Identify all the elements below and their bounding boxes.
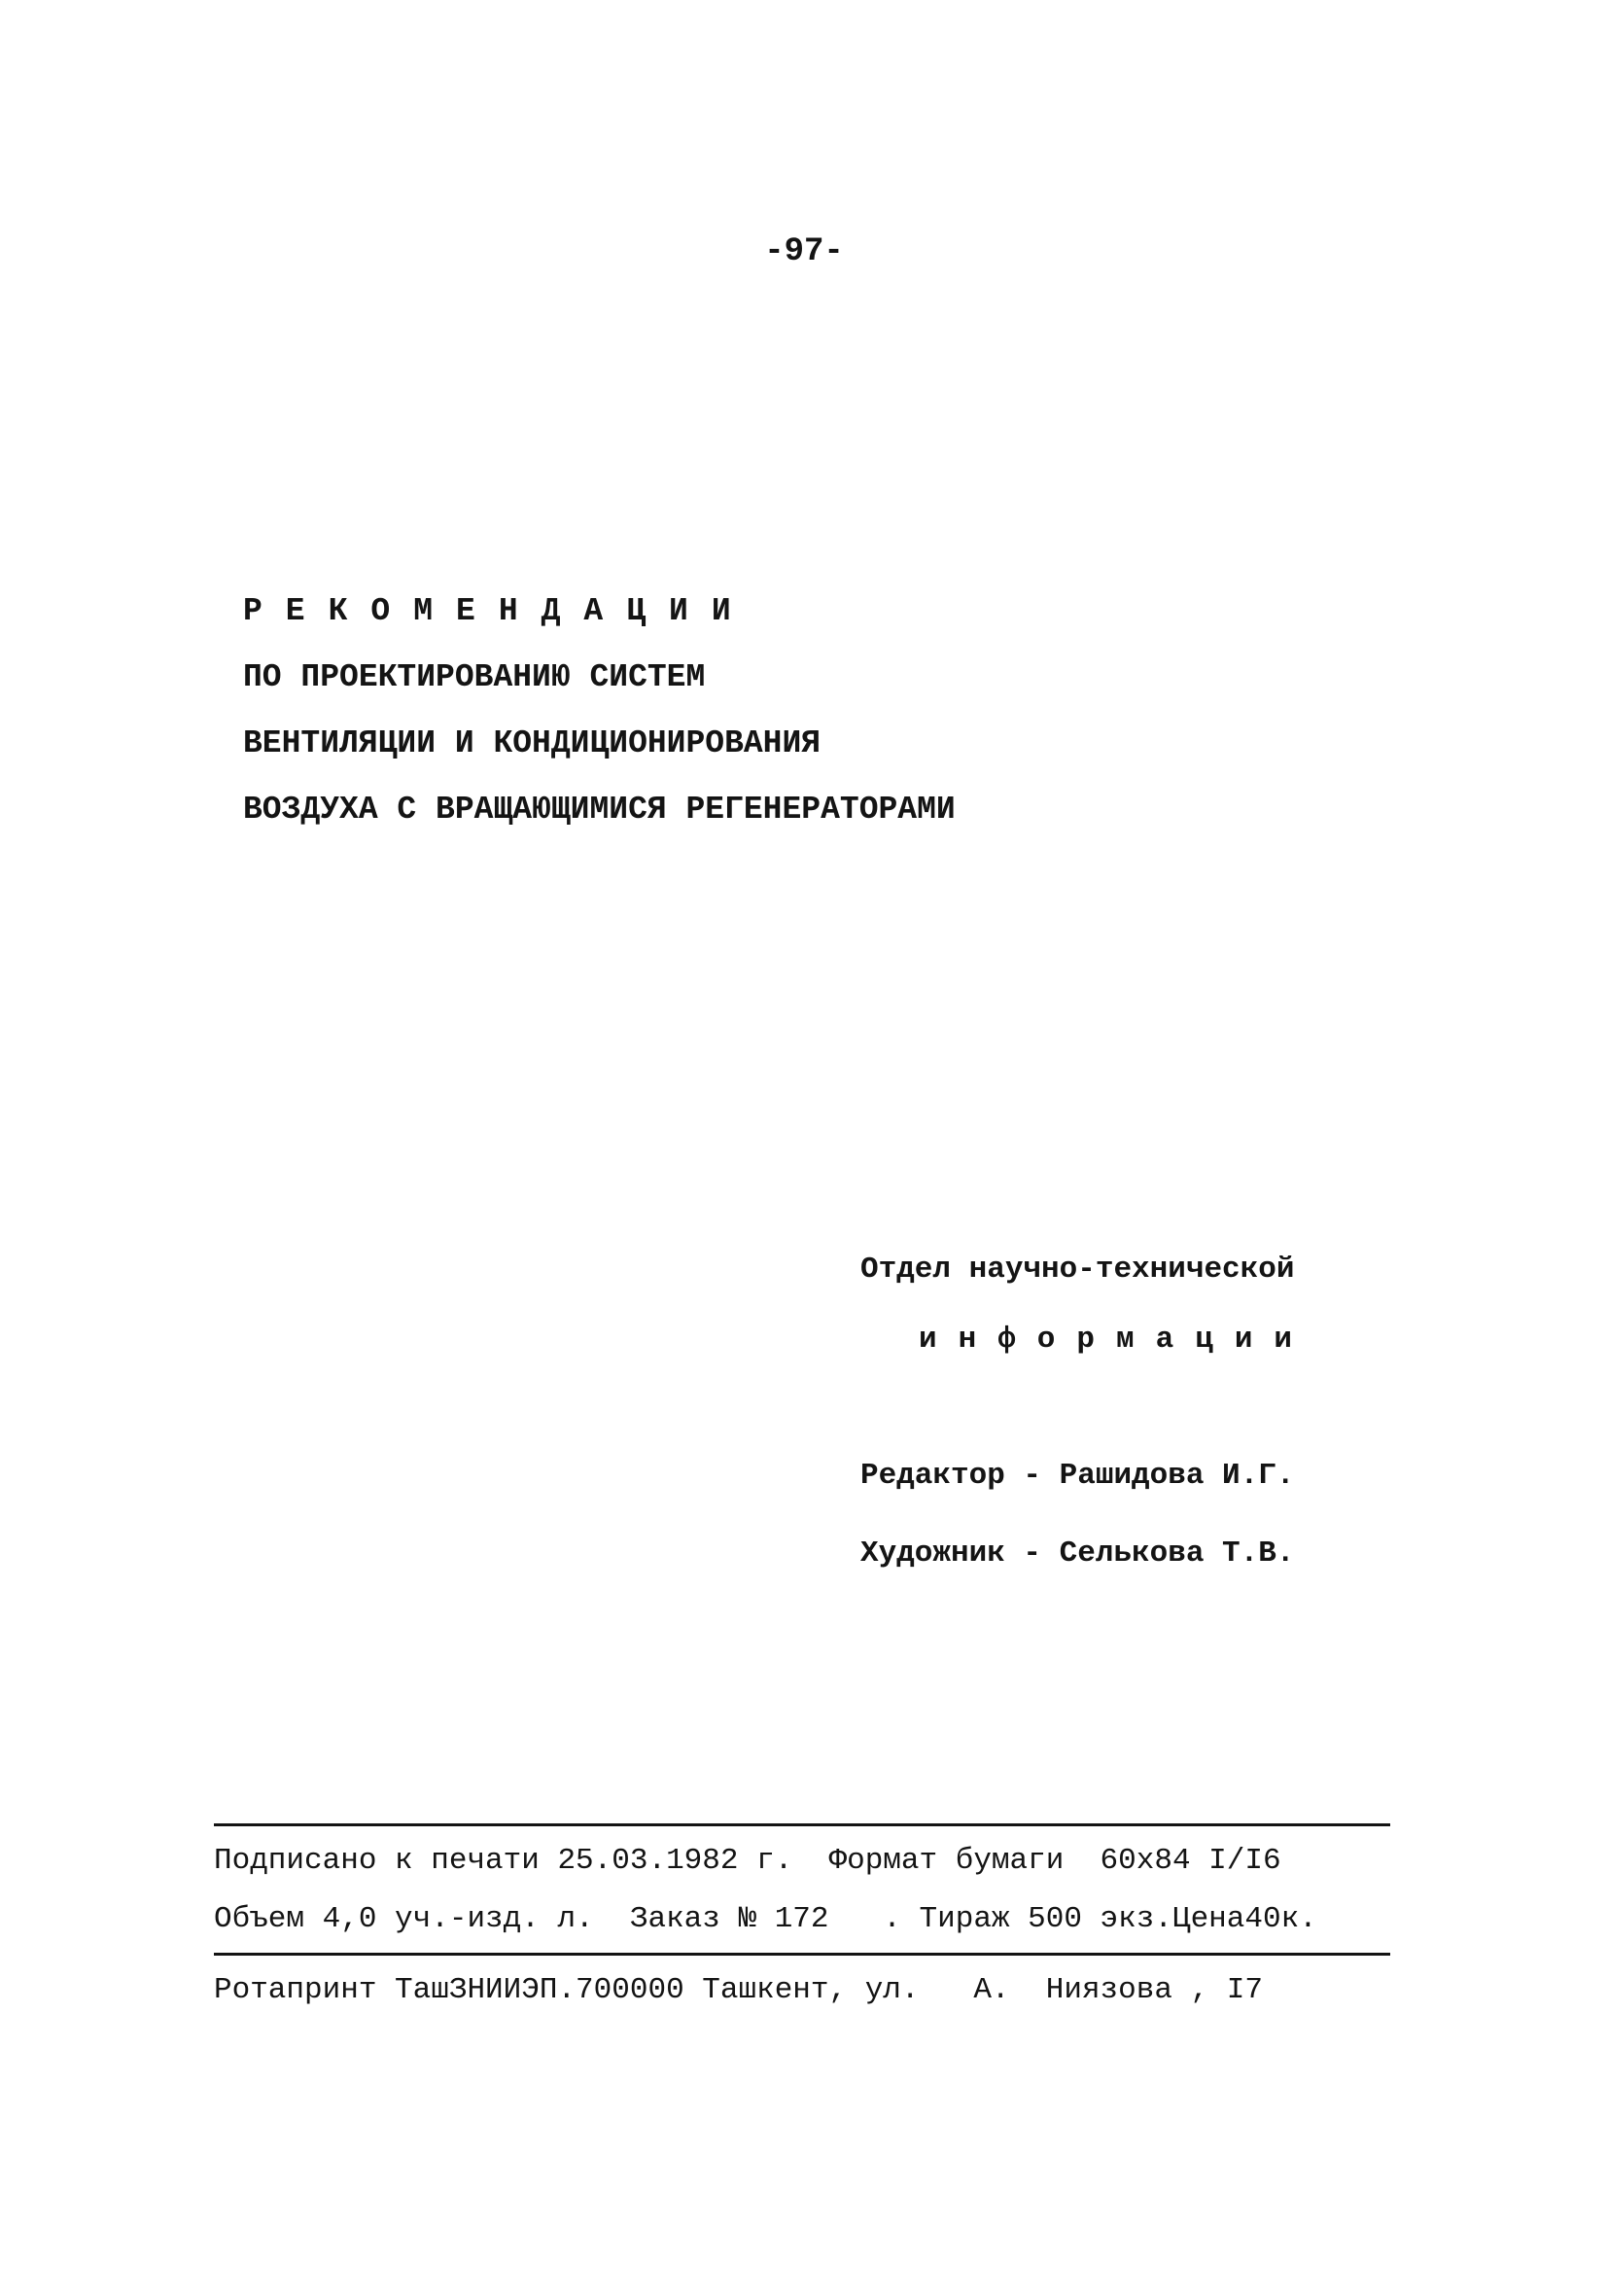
imprint-block [214,1823,1390,2020]
title-line-1: РЕКОМЕНДАЦИИ [243,593,754,629]
title-line-3: ВЕНТИЛЯЦИИ И КОНДИЦИОНИРОВАНИЯ [243,725,821,761]
title-line-4: ВОЗДУХА С ВРАЩАЮЩИМИСЯ РЕГЕНЕРАТОРАМИ [243,792,956,828]
credits-block [860,1437,1294,1593]
imprint-line-2: Объем 4,0 уч.-изд. л. Заказ № 172 . Тираж 500 экз.Цена40к. [214,1902,1317,1936]
department-line-1: Отдел научно-технической [860,1253,1295,1287]
editor-credit: Редактор - Рашидова И.Г. [860,1459,1295,1493]
department-block [860,1235,1313,1375]
title-line-2: ПО ПРОЕКТИРОВАНИЮ СИСТЕМ [243,659,706,695]
department-line-2: информации [919,1323,1314,1357]
page-number: -97- [764,233,844,270]
imprint-middle-rule [214,1953,1390,1956]
imprint-top-rule [214,1823,1390,1826]
artist-credit: Художник - Селькова Т.В. [860,1537,1295,1571]
imprint-line-1: Подписано к печати 25.03.1982 г. Формат бумаги 60х84 I/I6 [214,1844,1281,1878]
document-title [243,579,956,843]
imprint-line-3: Ротапринт ТашЗНИИЭП.700000 Ташкент, ул. А. Ниязова , I7 [214,1973,1263,2007]
